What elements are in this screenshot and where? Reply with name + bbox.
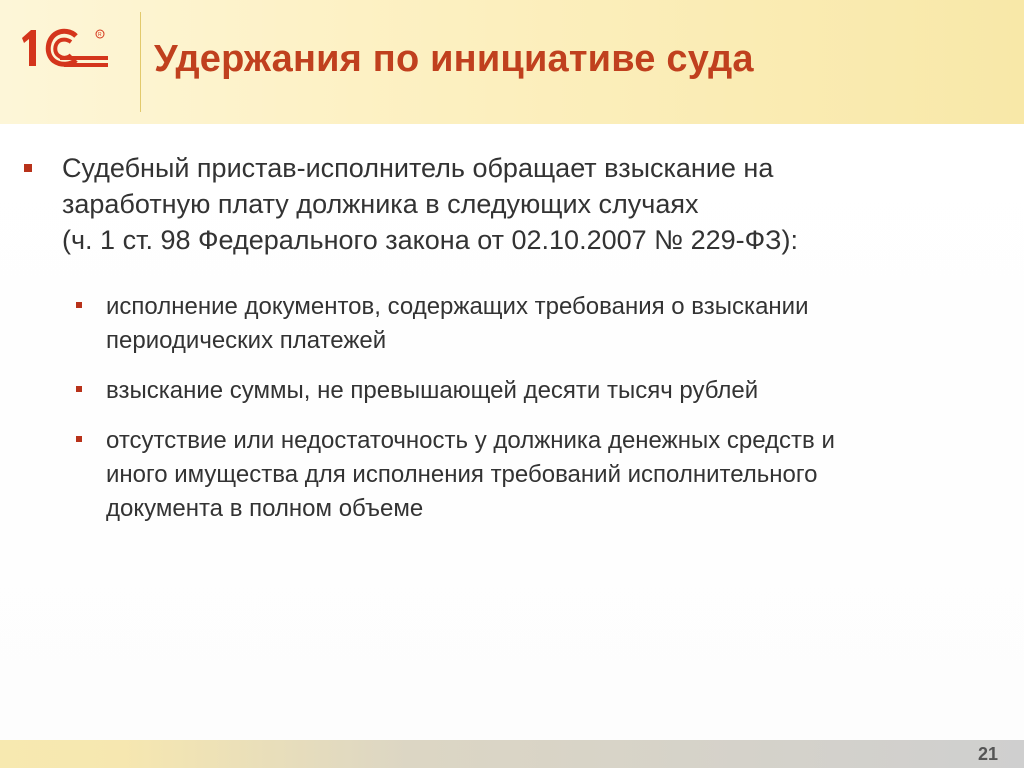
slide-content xyxy=(0,124,1024,740)
square-bullet-icon xyxy=(24,164,32,172)
square-bullet-icon xyxy=(76,436,82,442)
slide-number: 21 xyxy=(977,744,998,764)
main-text-line: (ч. 1 ст. 98 Федерального закона от 02.10.2007 № 229-ФЗ): xyxy=(62,225,798,255)
main-bullet-text xyxy=(62,150,962,258)
sub-text-line: исполнение документов, содержащих требования о взыскании xyxy=(106,293,809,320)
svg-text:R: R xyxy=(98,32,102,38)
slide-title: Удержания по инициативе суда xyxy=(154,38,754,80)
sub-bullet-list xyxy=(76,290,976,526)
sub-text-line: взыскание суммы, не превышающей десяти тысяч рублей xyxy=(106,377,759,404)
main-text-line: Судебный пристав-исполнитель обращает взыскание на xyxy=(62,153,774,183)
square-bullet-icon xyxy=(76,302,82,308)
sub-text-line: документа в полном объеме xyxy=(106,495,424,522)
header-divider xyxy=(140,12,141,112)
slide-header xyxy=(0,0,1024,125)
sub-text-line: иного имущества для исполнения требований исполнительного xyxy=(106,461,818,488)
sub-bullet-item xyxy=(76,290,976,358)
sub-text-line: отсутствие или недостаточность у должника денежных средств и xyxy=(106,427,835,454)
square-bullet-icon xyxy=(76,386,82,392)
1c-logo-icon xyxy=(14,24,114,74)
sub-bullet-item xyxy=(76,424,976,526)
slide-footer xyxy=(0,740,1024,768)
sub-bullet-item xyxy=(76,374,976,408)
sub-text-line: периодических платежей xyxy=(106,327,387,354)
main-text-line: заработную плату должника в следующих случаях xyxy=(62,189,699,219)
